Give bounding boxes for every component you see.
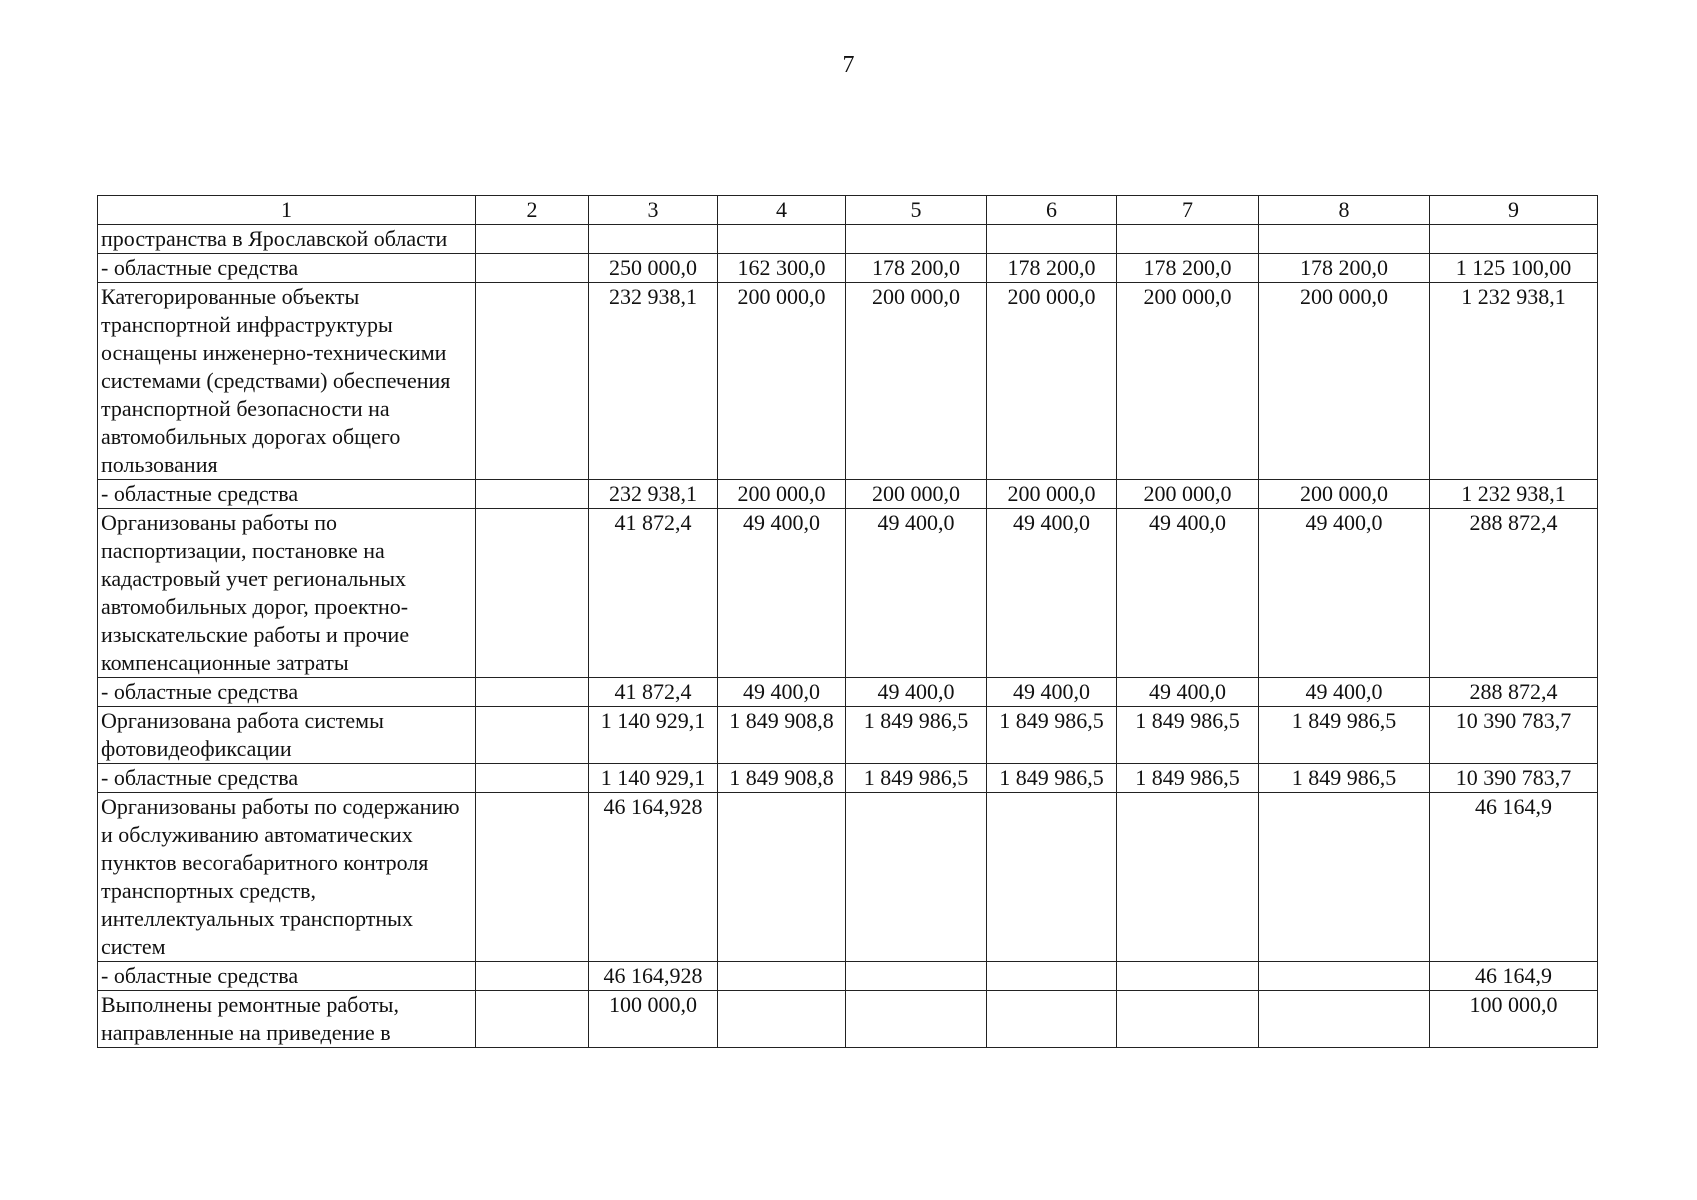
value-cell: 178 200,0	[1259, 254, 1430, 283]
header-cell: 3	[589, 196, 718, 225]
value-cell: 200 000,0	[718, 283, 846, 480]
value-cell: 49 400,0	[987, 678, 1117, 707]
value-cell	[1259, 225, 1430, 254]
table-row	[98, 707, 1598, 764]
header-cell: 7	[1117, 196, 1259, 225]
value-cell	[846, 962, 987, 991]
value-cell: 46 164,9	[1430, 793, 1598, 962]
table-row	[98, 254, 1598, 283]
value-cell: 1 232 938,1	[1430, 283, 1598, 480]
value-cell	[1117, 991, 1259, 1048]
value-cell: 200 000,0	[1259, 283, 1430, 480]
row-name-cell: Выполнены ремонтные работы, направленные на приведение в	[98, 991, 476, 1048]
table-body	[98, 196, 1598, 1048]
table-row	[98, 283, 1598, 480]
value-cell	[987, 793, 1117, 962]
value-cell	[987, 962, 1117, 991]
value-cell	[718, 991, 846, 1048]
value-cell: 49 400,0	[1117, 678, 1259, 707]
value-cell	[1117, 225, 1259, 254]
row-code-cell	[476, 480, 589, 509]
header-cell: 1	[98, 196, 476, 225]
value-cell: 46 164,9	[1430, 962, 1598, 991]
value-cell: 1 849 986,5	[1259, 764, 1430, 793]
value-cell: 178 200,0	[987, 254, 1117, 283]
row-code-cell	[476, 225, 589, 254]
value-cell: 200 000,0	[1117, 283, 1259, 480]
value-cell: 1 140 929,1	[589, 707, 718, 764]
value-cell: 1 849 908,8	[718, 707, 846, 764]
value-cell	[987, 991, 1117, 1048]
value-cell: 49 400,0	[718, 678, 846, 707]
row-code-cell	[476, 707, 589, 764]
value-cell	[1117, 962, 1259, 991]
value-cell: 10 390 783,7	[1430, 707, 1598, 764]
value-cell: 1 849 986,5	[1117, 764, 1259, 793]
value-cell: 41 872,4	[589, 509, 718, 678]
row-code-cell	[476, 764, 589, 793]
value-cell: 49 400,0	[846, 678, 987, 707]
table-row	[98, 509, 1598, 678]
row-code-cell	[476, 254, 589, 283]
value-cell	[846, 793, 987, 962]
table-row	[98, 764, 1598, 793]
value-cell: 232 938,1	[589, 480, 718, 509]
row-name-cell: - областные средства	[98, 678, 476, 707]
value-cell: 1 849 908,8	[718, 764, 846, 793]
value-cell: 1 849 986,5	[987, 764, 1117, 793]
value-cell: 200 000,0	[846, 283, 987, 480]
value-cell: 200 000,0	[1117, 480, 1259, 509]
row-name-cell: - областные средства	[98, 254, 476, 283]
value-cell: 200 000,0	[987, 480, 1117, 509]
value-cell: 1 849 986,5	[987, 707, 1117, 764]
row-code-cell	[476, 991, 589, 1048]
value-cell: 1 849 986,5	[1259, 707, 1430, 764]
value-cell: 1 849 986,5	[1117, 707, 1259, 764]
value-cell	[1117, 793, 1259, 962]
value-cell: 46 164,928	[589, 793, 718, 962]
value-cell: 41 872,4	[589, 678, 718, 707]
value-cell	[718, 962, 846, 991]
value-cell	[718, 225, 846, 254]
value-cell: 1 140 929,1	[589, 764, 718, 793]
row-code-cell	[476, 283, 589, 480]
value-cell	[987, 225, 1117, 254]
value-cell	[589, 225, 718, 254]
page-number: 7	[842, 52, 855, 78]
value-cell: 100 000,0	[589, 991, 718, 1048]
value-cell: 178 200,0	[846, 254, 987, 283]
row-name-cell: - областные средства	[98, 962, 476, 991]
row-name-cell: - областные средства	[98, 480, 476, 509]
value-cell	[1259, 962, 1430, 991]
table-row	[98, 991, 1598, 1048]
value-cell: 250 000,0	[589, 254, 718, 283]
header-cell: 9	[1430, 196, 1598, 225]
row-name-cell: Организованы работы по содержанию и обслуживанию автоматических пунктов весогабаритного контроля транспортных средств, интеллектуальных транспортных систем	[98, 793, 476, 962]
row-code-cell	[476, 678, 589, 707]
value-cell: 162 300,0	[718, 254, 846, 283]
row-name-cell: - областные средства	[98, 764, 476, 793]
row-code-cell	[476, 962, 589, 991]
row-code-cell	[476, 509, 589, 678]
value-cell: 200 000,0	[846, 480, 987, 509]
header-row	[98, 196, 1598, 225]
value-cell: 49 400,0	[846, 509, 987, 678]
value-cell: 1 849 986,5	[846, 764, 987, 793]
header-cell: 4	[718, 196, 846, 225]
value-cell: 49 400,0	[1259, 509, 1430, 678]
header-cell: 6	[987, 196, 1117, 225]
value-cell: 178 200,0	[1117, 254, 1259, 283]
row-code-cell	[476, 793, 589, 962]
value-cell: 1 849 986,5	[846, 707, 987, 764]
value-cell: 46 164,928	[589, 962, 718, 991]
row-name-cell: Категорированные объекты транспортной инфраструктуры оснащены инженерно-техническими системами (средствами) обеспечения транспортной безопасности на автомобильных дорогах общего пользования	[98, 283, 476, 480]
value-cell: 200 000,0	[1259, 480, 1430, 509]
value-cell	[846, 225, 987, 254]
value-cell: 288 872,4	[1430, 678, 1598, 707]
value-cell	[718, 793, 846, 962]
header-cell: 2	[476, 196, 589, 225]
value-cell: 200 000,0	[718, 480, 846, 509]
header-cell: 8	[1259, 196, 1430, 225]
header-cell: 5	[846, 196, 987, 225]
value-cell: 100 000,0	[1430, 991, 1598, 1048]
table-row	[98, 225, 1598, 254]
table-row	[98, 480, 1598, 509]
table-row	[98, 678, 1598, 707]
budget-table	[97, 195, 1598, 1048]
value-cell: 1 125 100,00	[1430, 254, 1598, 283]
value-cell: 232 938,1	[589, 283, 718, 480]
value-cell: 49 400,0	[1117, 509, 1259, 678]
value-cell	[846, 991, 987, 1048]
row-name-cell: пространства в Ярославской области	[98, 225, 476, 254]
table-row	[98, 962, 1598, 991]
value-cell	[1259, 991, 1430, 1048]
value-cell	[1259, 793, 1430, 962]
table-row	[98, 793, 1598, 962]
value-cell: 49 400,0	[987, 509, 1117, 678]
value-cell: 49 400,0	[718, 509, 846, 678]
value-cell: 49 400,0	[1259, 678, 1430, 707]
value-cell	[1430, 225, 1598, 254]
row-name-cell: Организована работа системы фотовидеофиксации	[98, 707, 476, 764]
value-cell: 1 232 938,1	[1430, 480, 1598, 509]
value-cell: 288 872,4	[1430, 509, 1598, 678]
value-cell: 200 000,0	[987, 283, 1117, 480]
row-name-cell: Организованы работы по паспортизации, постановке на кадастровый учет региональных автомобильных дорог, проектно-изыскательские работы и прочие компенсационные затраты	[98, 509, 476, 678]
value-cell: 10 390 783,7	[1430, 764, 1598, 793]
